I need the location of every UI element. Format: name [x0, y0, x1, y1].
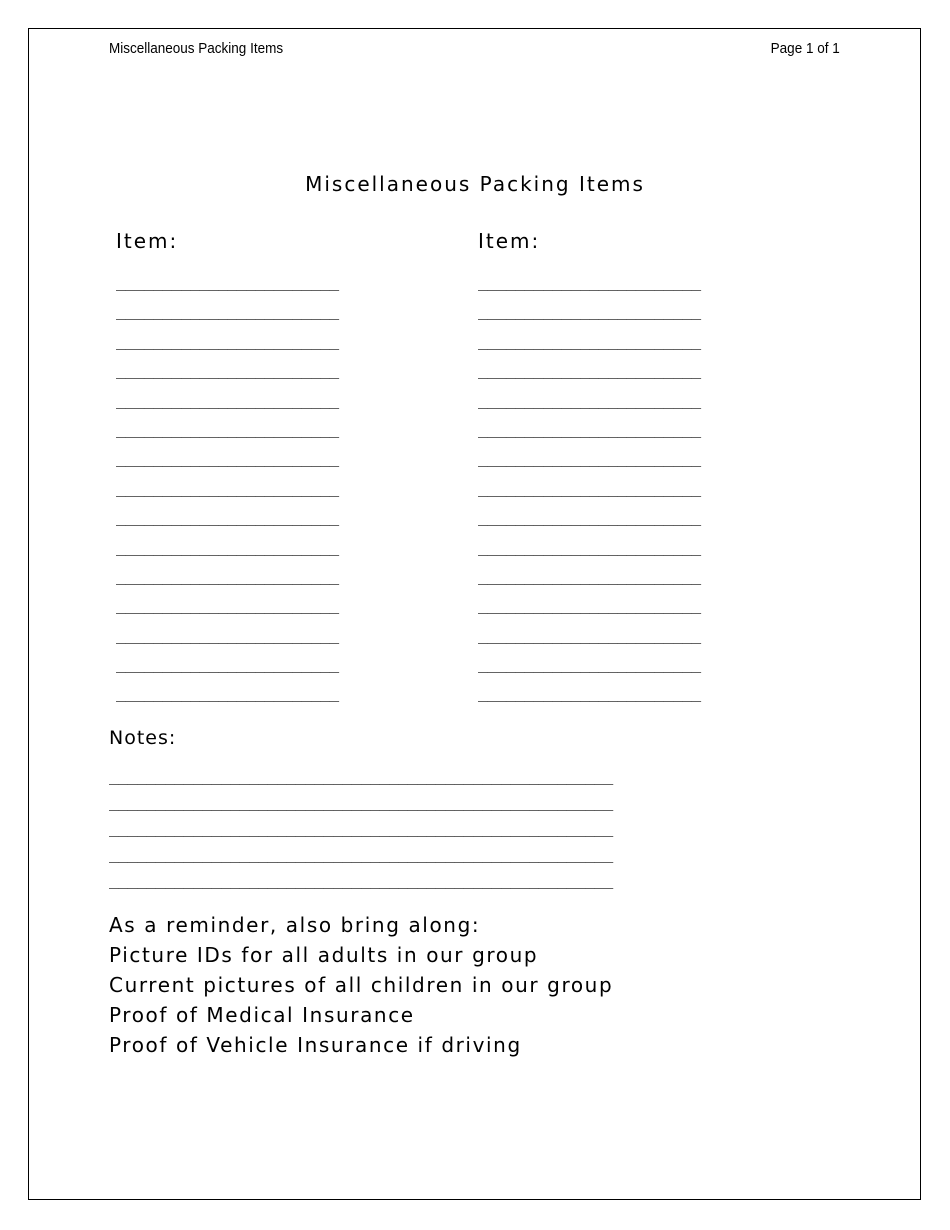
reminder-intro: As a reminder, also bring along: [109, 913, 481, 937]
reminder-item: Current pictures of all children in our group [109, 973, 614, 997]
item-line: ________________________ [116, 301, 339, 321]
reminder-item: Proof of Vehicle Insurance if driving [109, 1033, 522, 1057]
item-line: ________________________ [116, 595, 339, 615]
item-line: ________________________ [478, 418, 701, 438]
item-line: ________________________ [478, 360, 701, 380]
item-line: ________________________ [478, 595, 701, 615]
notes-section [109, 727, 809, 893]
item-line: ________________________ [478, 507, 701, 527]
item-line: ________________________ [116, 654, 339, 674]
reminder-section [109, 910, 829, 1060]
reminder-item: Proof of Medical Insurance [109, 1003, 415, 1027]
notes-line: ______________________________________________________ [109, 870, 613, 889]
reminder-item: Picture IDs for all adults in our group [109, 943, 539, 967]
item-line: ________________________ [116, 418, 339, 438]
item-column-heading: Item: [478, 229, 541, 253]
header-page-number: Page 1 of 1 [770, 40, 840, 57]
item-line: ________________________ [478, 654, 701, 674]
notes-line: ______________________________________________________ [109, 844, 613, 863]
notes-line: ______________________________________________________ [109, 766, 613, 785]
item-line: ________________________ [478, 624, 701, 644]
item-line: ________________________ [478, 477, 701, 497]
item-column-right [478, 229, 778, 708]
item-line: ________________________ [116, 624, 339, 644]
item-line: ________________________ [116, 683, 339, 703]
item-line: ________________________ [116, 448, 339, 468]
document-title: Miscellaneous Packing Items [305, 172, 645, 196]
notes-line: ______________________________________________________ [109, 792, 613, 811]
notes-heading: Notes: [109, 727, 177, 749]
item-line: ________________________ [478, 301, 701, 321]
item-column-heading: Item: [116, 229, 179, 253]
item-line: ________________________ [116, 360, 339, 380]
notes-line: ______________________________________________________ [109, 818, 613, 837]
item-line: ________________________ [116, 536, 339, 556]
item-line: ________________________ [116, 272, 339, 291]
header-document-name: Miscellaneous Packing Items [109, 40, 284, 57]
item-line: ________________________ [478, 272, 701, 291]
item-line: ________________________ [116, 565, 339, 585]
item-line: ________________________ [116, 507, 339, 527]
item-line: ________________________ [478, 448, 701, 468]
item-line: ________________________ [478, 330, 701, 350]
item-line: ________________________ [116, 330, 339, 350]
item-line: ________________________ [478, 565, 701, 585]
item-line: ________________________ [116, 389, 339, 409]
item-column-left [116, 229, 416, 708]
item-line: ________________________ [478, 683, 701, 703]
item-line: ________________________ [116, 477, 339, 497]
item-line: ________________________ [478, 389, 701, 409]
item-line: ________________________ [478, 536, 701, 556]
